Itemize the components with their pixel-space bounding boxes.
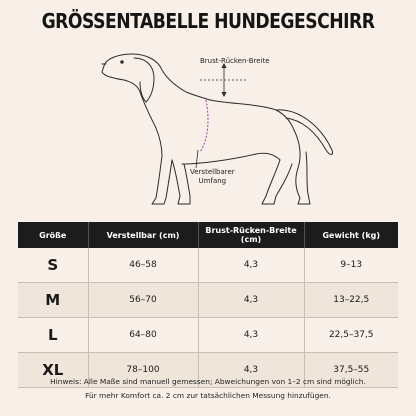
- cell-chest-width: 4,3: [198, 283, 304, 318]
- chest-width-label: Brust-Rücken-Breite: [200, 57, 270, 65]
- cell-size: L: [18, 318, 88, 353]
- header-weight: Gewicht (kg): [304, 222, 398, 248]
- table-row: [18, 283, 398, 318]
- size-table: [18, 222, 398, 388]
- cell-adjustable: 64–80: [88, 318, 198, 353]
- table-row: [18, 318, 398, 353]
- girth-label-line1: Verstellbarer: [190, 168, 235, 176]
- cell-weight: 13–22,5: [304, 283, 398, 318]
- page-title: GRÖSSENTABELLE HUNDEGESCHIRR: [41, 9, 375, 33]
- cell-chest-width: 4,3: [198, 318, 304, 353]
- cell-weight: 9–13: [304, 248, 398, 283]
- header-adjustable: Verstellbar (cm): [88, 222, 198, 248]
- cell-weight: 37,5–55: [304, 353, 398, 388]
- cell-size: M: [18, 283, 88, 318]
- header-size: Größe: [18, 222, 88, 248]
- note-line-1: Hinweis: Alle Maße sind manuell gemessen; Abweichungen von 1–2 cm sind möglich.: [50, 377, 366, 386]
- cell-adjustable: 78–100: [88, 353, 198, 388]
- girth-label-line2: Umfang: [198, 177, 227, 185]
- measurement-note: [0, 375, 416, 403]
- cell-adjustable: 46–58: [88, 248, 198, 283]
- adjustable-girth-label: [190, 168, 235, 186]
- cell-size: S: [18, 248, 88, 283]
- girth-line: [200, 100, 208, 152]
- header-chest-width: Brust-Rücken-Breite (cm): [198, 222, 304, 248]
- table-row: [18, 248, 398, 283]
- table-header-row: [18, 222, 398, 248]
- cell-size: XL: [18, 353, 88, 388]
- cell-weight: 22,5–37,5: [304, 318, 398, 353]
- note-line-2: Für mehr Komfort ca. 2 cm zur tatsächlichen Messung hinzufügen.: [85, 391, 331, 400]
- cell-adjustable: 56–70: [88, 283, 198, 318]
- cell-chest-width: 4,3: [198, 353, 304, 388]
- cell-chest-width: 4,3: [198, 248, 304, 283]
